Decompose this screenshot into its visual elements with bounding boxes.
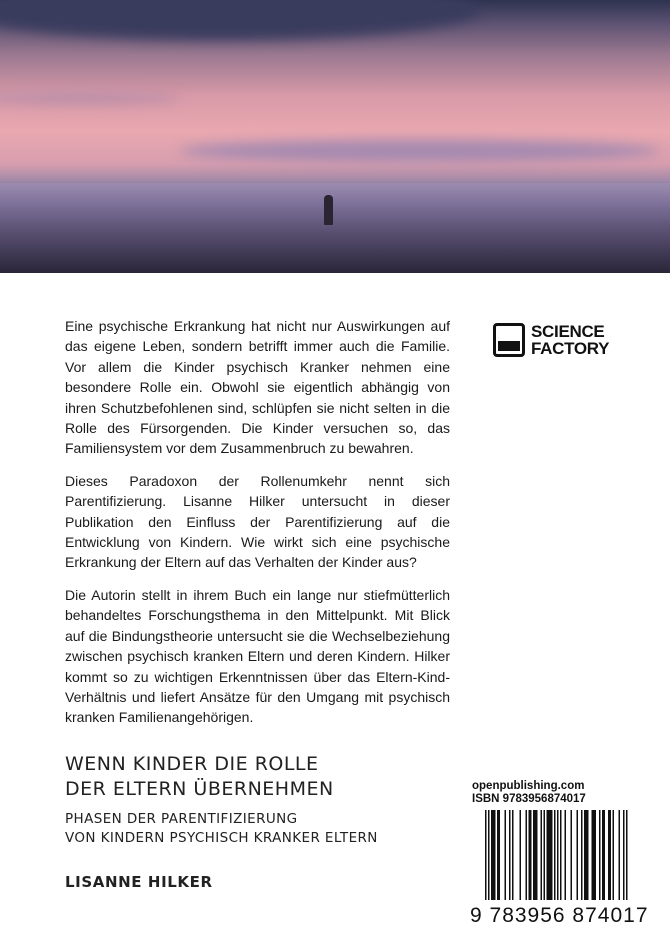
barcode-bar <box>587 810 589 900</box>
barcode-bar <box>619 810 621 900</box>
subtitle-line2: VON KINDERN PSYCHISCH KRANKER ELTERN <box>65 829 378 846</box>
barcode-bar <box>509 810 511 900</box>
barcode-bar <box>602 810 604 900</box>
barcode-digits: 9 783956 874017 <box>470 904 649 927</box>
barcode-bar <box>494 810 496 900</box>
barcode-bar <box>505 810 507 900</box>
barcode-bar <box>608 810 610 900</box>
barcode-bar <box>551 810 553 900</box>
barcode-bar <box>595 810 597 900</box>
barcode-bar <box>550 810 552 900</box>
barcode-bar <box>520 810 522 900</box>
isbn-block <box>472 780 586 806</box>
barcode-bar <box>613 810 615 900</box>
barcode-bar <box>485 810 487 900</box>
barcode-bar <box>533 810 535 900</box>
barcode-bar <box>488 810 490 900</box>
barcode <box>485 810 635 902</box>
blurb-paragraph: Eine psychische Erkrankung hat nicht nur Auswirkungen auf das eigene Leben, sondern betrifft immer auch die Familie. Vor allem die Kinder psychisch Kranker nehmen eine besondere Rolle ein. Obwohl sie eigentlich abhängig von ihren Schutzbefohlenen sind, schlüpfen sie nicht selten in die Rolle des Fürsorgenden. Die Kinder versuchen so, das Familiensystem vor dem Zusammenbruch zu bewahren. <box>65 318 450 457</box>
barcode-bar <box>547 810 549 900</box>
barcode-bar <box>604 810 606 900</box>
barcode-bar <box>581 810 583 900</box>
barcode-bar <box>526 810 528 900</box>
author: LISANNE HILKER <box>65 872 213 891</box>
barcode-bar <box>529 810 531 900</box>
cloud <box>180 140 660 162</box>
cloud <box>0 0 480 40</box>
barcode-bar <box>530 810 532 900</box>
barcode-bar <box>560 810 562 900</box>
title-line1: WENN KINDER DIE ROLLE <box>65 752 319 775</box>
barcode-bar <box>544 810 546 900</box>
barcode-bar <box>554 810 556 900</box>
barcode-bar <box>491 810 493 900</box>
barcode-bar <box>593 810 595 900</box>
barcode-bar <box>565 810 567 900</box>
blurb-paragraph: Dieses Paradoxon der Rollenumkehr nennt sich Parentifizierung. Lisanne Hilker untersucht in dieser Publikation den Einfluss der Parentifizierung auf die Entwicklung von Kindern. Wie wirkt sich eine psychische Erkrankung der Eltern auf das Verhalten der Kinder aus? <box>65 472 450 571</box>
blurb <box>65 316 450 728</box>
book-title <box>65 752 465 802</box>
cover-photo <box>0 0 670 273</box>
barcode-bar <box>557 810 559 900</box>
title-line2: DER ELTERN ÜBERNEHMEN <box>65 777 334 800</box>
blurb-paragraph: Die Autorin stellt in ihrem Buch ein lange nur stiefmütterlich behandeltes Forschungsthema in den Mittelpunkt. Mit Blick auf die Bindungstheorie untersucht sie die Wechselbeziehung zwischen psychisch kranken Eltern und deren Kindern. Hilker kommt so zu wichtigen Erkenntnissen über das Eltern-Kind-Verhältnis und liefert Ansätze für den Umgang mit psychisch kranken Familienangehörigen. <box>65 586 450 726</box>
subtitle-line1: PHASEN DER PARENTIFIZIERUNG <box>65 810 298 827</box>
barcode-bar <box>497 810 499 900</box>
barcode-bar <box>623 810 625 900</box>
barcode-bar <box>584 810 586 900</box>
logo-icon <box>493 323 525 357</box>
publisher-url: openpublishing.com <box>472 780 585 792</box>
logo-line1: SCIENCE <box>531 322 605 341</box>
barcode-bar <box>599 810 601 900</box>
logo-line2: FACTORY <box>531 339 610 358</box>
barcode-bar <box>535 810 537 900</box>
science-factory-logo <box>493 323 609 357</box>
book-subtitle <box>65 810 465 848</box>
barcode-bar <box>548 810 550 900</box>
text-column <box>65 316 465 892</box>
barcode-bar <box>512 810 514 900</box>
barcode-bar <box>626 810 628 900</box>
barcode-bar <box>499 810 501 900</box>
person-silhouette <box>324 195 333 225</box>
barcode-bar <box>610 810 612 900</box>
cloud <box>0 92 180 104</box>
barcode-bar <box>592 810 594 900</box>
barcode-bar <box>541 810 543 900</box>
barcode-bar <box>536 810 538 900</box>
isbn-label: ISBN 9783956874017 <box>472 793 586 805</box>
barcode-bar <box>571 810 573 900</box>
barcode-bar <box>577 810 579 900</box>
barcode-bar <box>493 810 495 900</box>
sea <box>0 183 670 273</box>
barcode-bar <box>586 810 588 900</box>
